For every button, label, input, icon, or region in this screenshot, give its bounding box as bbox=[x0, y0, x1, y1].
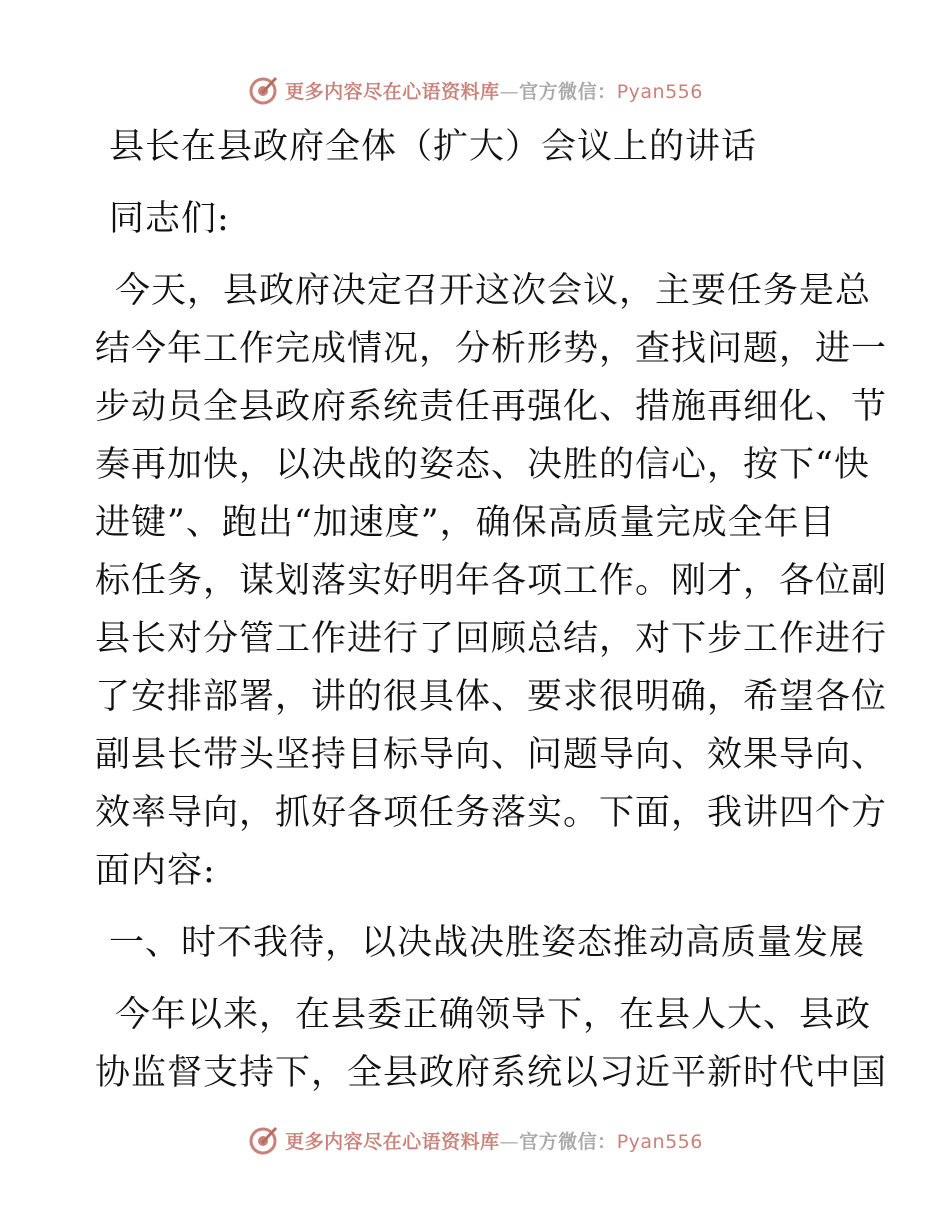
paragraph-line: 县长对分管工作进行了回顾总结，对下步工作进行 bbox=[95, 619, 888, 659]
quill-seal-icon bbox=[247, 1124, 279, 1156]
watermark-label: 官方微信： bbox=[519, 80, 617, 103]
paragraph-line: 面内容: bbox=[95, 851, 216, 891]
watermark-id: Pyan556 bbox=[616, 80, 703, 103]
paragraph-line: 步动员全县政府系统责任再强化、措施再细化、节 bbox=[95, 387, 888, 427]
paragraph-line: 今天，县政府决定召开这次会议，主要任务是总 bbox=[115, 271, 872, 311]
watermark-label: 官方微信： bbox=[519, 1130, 617, 1153]
paragraph-line: 副县长带头坚持目标导向、问题导向、效果导向、 bbox=[95, 735, 888, 775]
quill-seal-icon bbox=[247, 74, 279, 106]
watermark-dash: — bbox=[499, 80, 520, 103]
paragraph-line: 协监督支持下，全县政府系统以习近平新时代中国 bbox=[95, 1053, 888, 1093]
paragraph-line: 进键”、跑出“加速度”，确保高质量完成全年目 bbox=[95, 503, 836, 543]
paragraph-line: 结今年工作完成情况，分析形势，查找问题，进一 bbox=[95, 329, 888, 369]
document-title: 县长在县政府全体（扩大）会议上的讲话 bbox=[109, 127, 758, 167]
section-heading: 一、时不我待，以决战决胜姿态推动高质量发展 bbox=[109, 923, 866, 963]
watermark-brand: 更多内容尽在心语资料库 bbox=[285, 80, 500, 103]
watermark-footer bbox=[0, 1120, 950, 1160]
watermark-brand: 更多内容尽在心语资料库 bbox=[285, 1130, 500, 1153]
paragraph-section-one bbox=[95, 986, 888, 1102]
greeting: 同志们: bbox=[109, 199, 230, 239]
paragraph-line: 效率导向，抓好各项任务落实。下面，我讲四个方 bbox=[95, 793, 888, 833]
watermark-id: Pyan556 bbox=[616, 1130, 703, 1153]
paragraph-line: 标任务，谋划落实好明年各项工作。刚才，各位副 bbox=[95, 561, 888, 601]
watermark-header bbox=[0, 70, 950, 110]
watermark-dash: — bbox=[499, 1130, 520, 1153]
paragraph-line: 了安排部署，讲的很具体、要求很明确，希望各位 bbox=[95, 677, 888, 717]
paragraph-intro bbox=[95, 262, 888, 900]
document-body bbox=[95, 118, 888, 1102]
paragraph-line: 奏再加快，以决战的姿态、决胜的信心，按下“快 bbox=[95, 445, 870, 485]
paragraph-line: 今年以来，在县委正确领导下，在县人大、县政 bbox=[115, 995, 872, 1035]
